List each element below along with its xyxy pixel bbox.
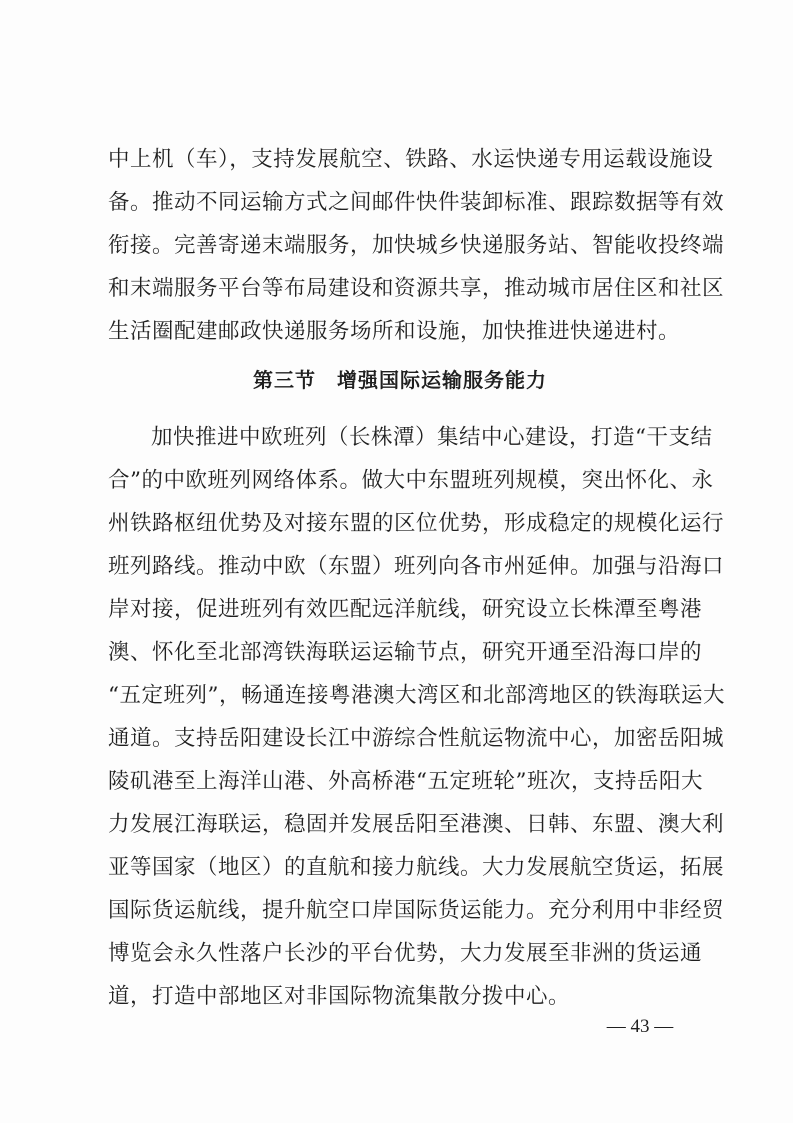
text-line: 澳、怀化至北部湾铁海联运运输节点，研究开通至沿海口岸的	[108, 640, 703, 665]
text-line: 和末端服务平台等布局建设和资源共享，推动城市居住区和社区	[108, 276, 725, 301]
text-line: “五定班列”，畅通连接粤港澳大湾区和北部湾地区的铁海联运大	[108, 683, 725, 708]
text-line: 班列路线。推动中欧（东盟）班列向各市州延伸。加强与沿海口	[108, 554, 725, 579]
text-line: 生活圈配建邮政快递服务场所和设施，加快推进快递进村。	[108, 319, 681, 344]
section-heading: 第三节 增强国际运输服务能力	[253, 368, 547, 392]
text-line: 州铁路枢纽优势及对接东盟的区位优势，形成稳定的规模化运行	[108, 511, 725, 536]
text-line: 岸对接，促进班列有效匹配远洋航线，研究设立长株潭至粤港	[108, 597, 703, 622]
text-line: 国际货运航线，提升航空口岸国际货运能力。充分利用中非经贸	[108, 898, 725, 923]
text-line: 亚等国家（地区）的直航和接力航线。大力发展航空货运，拓展	[108, 855, 725, 880]
text-line: 博览会永久性落户长沙的平台优势，大力发展至非洲的货运通	[108, 941, 703, 966]
text-line: 合”的中欧班列网络体系。做大中东盟班列规模，突出怀化、永	[108, 468, 714, 493]
text-line: 备。推动不同运输方式之间邮件快件装卸标准、跟踪数据等有效	[108, 190, 725, 215]
text-line: 陵矶港至上海洋山港、外高桥港“五定班轮”班次，支持岳阳大	[108, 769, 703, 794]
text-line: 衔接。完善寄递末端服务，加快城乡快递服务站、智能收投终端	[108, 233, 725, 258]
text-line: 力发展江海联运，稳固并发展岳阳至港澳、日韩、东盟、澳大利	[108, 812, 725, 837]
page-number: — 43 —	[606, 1016, 674, 1037]
text-line: 道，打造中部地区对非国际物流集散分拨中心。	[108, 984, 571, 1009]
text-line: 加快推进中欧班列（长株潭）集结中心建设，打造“干支结	[151, 425, 713, 450]
text-line: 通道。支持岳阳建设长江中游综合性航运物流中心，加密岳阳城	[108, 726, 725, 751]
text-line: 中上机（车），支持发展航空、铁路、水运快递专用运载设施设	[108, 147, 714, 172]
